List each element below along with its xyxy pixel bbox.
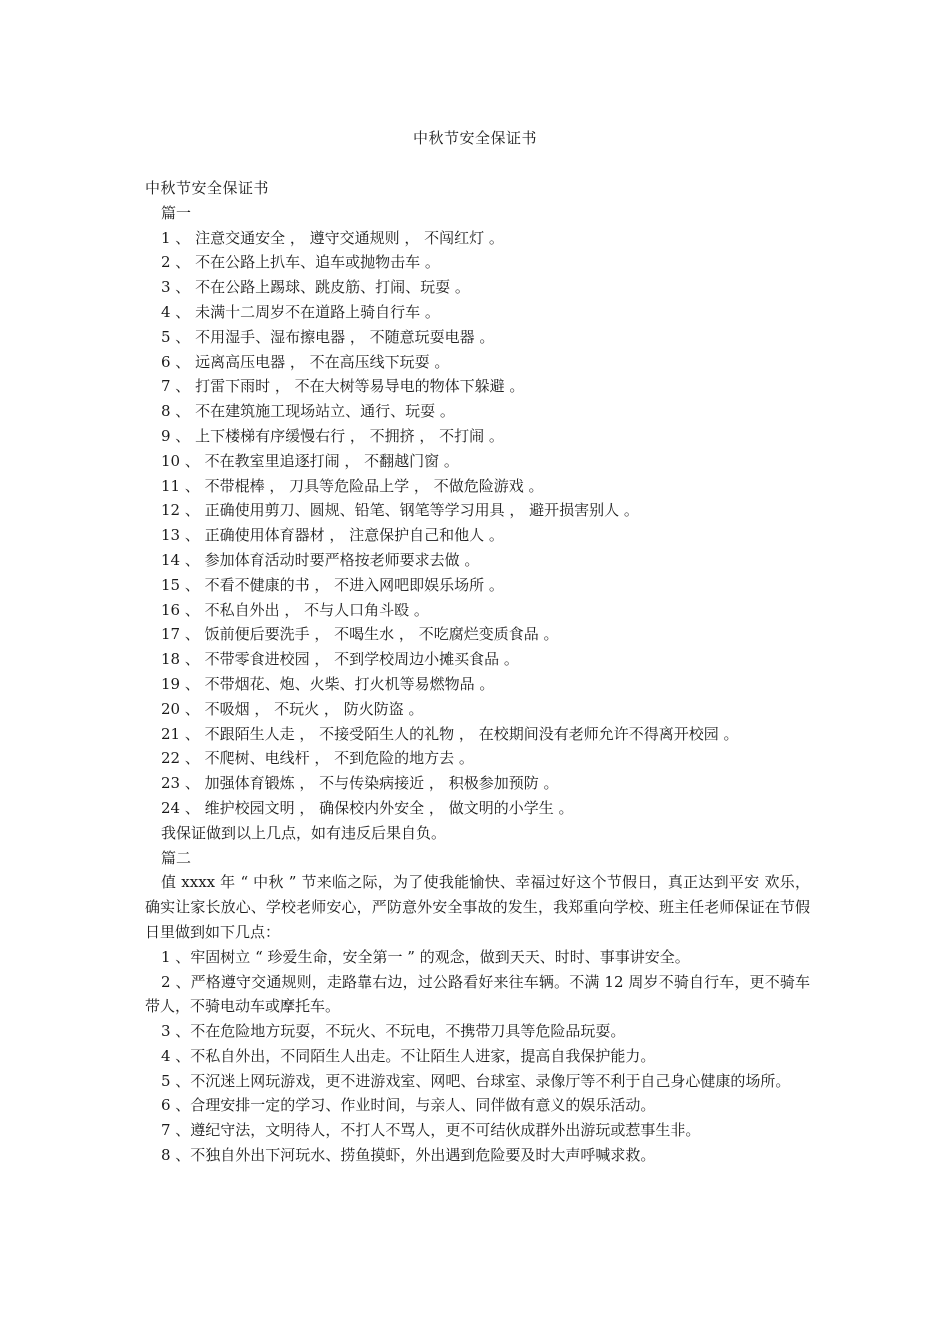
list-item: 8 、不独自外出下河玩水、捞鱼摸虾，外出遇到危险要及时大声呼喊求救。 [161, 1146, 656, 1165]
closing-statement: 我保证做到以上几点，如有违反后果自负。 [161, 823, 447, 842]
list-item: 7 、遵纪守法，文明待人，不打人不骂人，更不可结伙成群外出游玩或惹事生非。 [161, 1121, 701, 1140]
list-item: 1 、牢固树立 “ 珍爱生命，安全第一 ” 的观念，做到天天、时时、事事讲安全。 [161, 947, 690, 966]
list-item: 4 、不私自外出，不同陌生人出走。不让陌生人进家，提高自我保护能力。 [161, 1046, 656, 1065]
page-title: 中秋节安全保证书 [412, 129, 537, 147]
list-item: 24 、 维护校园文明 ， 确保校内外安全 ， 做文明的小学生 。 [161, 798, 574, 817]
list-item: 17 、 饭前便后要洗手 ， 不喝生水 ， 不吃腐烂变质食品 。 [161, 625, 559, 644]
list-item: 5 、不沉迷上网玩游戏，更不进游戏室、网吧、台球室、录像厅等不利于自己身心健康的场所。 [161, 1071, 791, 1090]
list-item: 14 、 参加体育活动时要严格按老师要求去做 。 [161, 550, 480, 569]
list-item: 9 、 上下楼梯有序缓慢右行 ， 不拥挤 ， 不打闹 。 [161, 426, 504, 445]
list-item: 18 、 不带零食进校园 ， 不到学校周边小摊买食品 。 [161, 650, 519, 669]
list-item: 5 、 不用湿手、湿布擦电器 ， 不随意玩耍电器 。 [161, 327, 495, 346]
section-heading-part1: 篇一 [161, 203, 192, 222]
list-item: 11 、 不带棍棒 ， 刀具等危险品上学 ， 不做危险游戏 。 [161, 476, 544, 495]
list-item: 6 、 远离高压电器 ， 不在高压线下玩耍 。 [161, 352, 450, 371]
list-item: 21 、 不跟陌生人走 ， 不接受陌生人的礼物 ， 在校期间没有老师允许不得离开校园 。 [161, 724, 739, 743]
list-item: 23 、 加强体育锻炼 ， 不与传染病接近 ， 积极参加预防 。 [161, 774, 559, 793]
list-item: 16 、 不私自外出 ， 不与人口角斗殴 。 [161, 600, 429, 619]
document-body [145, 176, 810, 1168]
list-item: 12 、 正确使用剪刀、圆规、铅笔、钢笔等学习用具 ， 避开损害别人 。 [161, 501, 639, 520]
list-item: 13 、 正确使用体育器材 ， 注意保护自己和他人 。 [161, 526, 504, 545]
list-item: 2 、严格遵守交通规则，走路靠右边，过公路看好来往车辆。不满 12 周岁不骑自行车，更不骑车带人，不骑电动车或摩托车。 [145, 972, 810, 1016]
list-item: 1 、 注意交通安全 ， 遵守交通规则 ， 不闯红灯 。 [161, 228, 504, 247]
list-item: 10 、 不在教室里追逐打闹 ， 不翻越门窗 。 [161, 451, 459, 470]
list-item: 19 、 不带烟花、炮、火柴、打火机等易燃物品 。 [161, 674, 495, 693]
list-item: 2 、 不在公路上扒车、追车或抛物击车 。 [161, 253, 440, 272]
list-item: 3 、不在危险地方玩耍，不玩火、不玩电，不携带刀具等危险品玩耍。 [161, 1022, 626, 1041]
list-item: 3 、 不在公路上踢球、跳皮筋、打闹、玩耍 。 [161, 278, 470, 297]
list-item: 20 、 不吸烟 ， 不玩火 ， 防火防盗 。 [161, 699, 424, 718]
list-item: 15 、 不看不健康的书 ， 不进入网吧即娱乐场所 。 [161, 575, 504, 594]
intro-paragraph: 值 xxxx 年 “ 中秋 ” 节来临之际，为了使我能愉快、幸福过好这个节假日，真正达到平安 欢乐，确实让家长放心、学校老师安心，严防意外安全事故的发生，我郑重向学校、班主任老师保证在节假日里做到如下几点： [145, 873, 810, 941]
list-item: 6 、合理安排一定的学习、作业时间，与亲人、同伴做有意义的娱乐活动。 [161, 1096, 656, 1115]
list-item: 8 、 不在建筑施工现场站立、通行、玩耍 。 [161, 402, 455, 421]
list-item: 22 、 不爬树、电线杆 ， 不到危险的地方去 。 [161, 749, 474, 768]
list-item: 7 、 打雷下雨时 ， 不在大树等易导电的物体下躲避 。 [161, 377, 525, 396]
document-title: 中秋节安全保证书 [145, 179, 270, 197]
section-heading-part2: 篇二 [161, 848, 192, 867]
list-item: 4 、 未满十二周岁不在道路上骑自行车 。 [161, 302, 440, 321]
